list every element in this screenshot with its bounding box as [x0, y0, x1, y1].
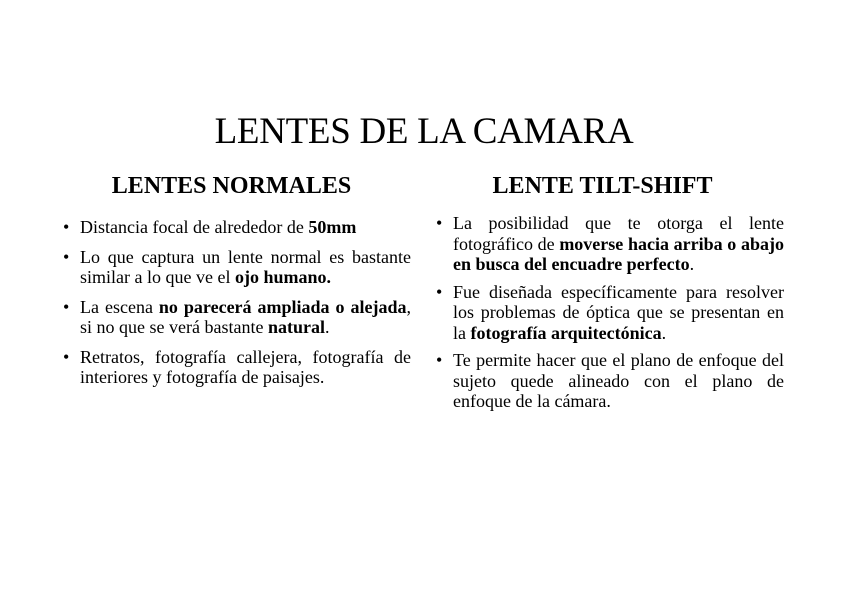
- bullet-text: .: [324, 317, 330, 337]
- bullet-dot-icon: •: [63, 246, 70, 267]
- bullet-item: [60, 347, 411, 388]
- bullet-dot-icon: •: [436, 350, 443, 370]
- bullet-text-bold: natural: [267, 317, 325, 337]
- bullet-dot-icon: •: [436, 213, 443, 233]
- bullet-text: Fue diseñada específicamente para resolver los problemas de óptica que se presentan en la: [453, 281, 784, 343]
- bullet-text: , si no que se verá bastante: [80, 296, 412, 337]
- bullet-text: Retratos, fotografía callejera, fotografía de interiores y fotografía de paisajes.: [80, 346, 411, 387]
- right-bullet-list: [433, 213, 784, 412]
- slide-title: LENTES DE LA CAMARA: [214, 111, 634, 152]
- bullet-item: [60, 247, 411, 288]
- bullet-item: [433, 282, 784, 344]
- bullet-text-bold: 50mm: [308, 217, 357, 237]
- bullet-text: La escena: [80, 296, 159, 317]
- bullet-text: .: [689, 254, 695, 274]
- bullet-item: [60, 217, 411, 238]
- bullet-item: [60, 297, 411, 338]
- left-bullet-list: [60, 217, 411, 388]
- bullet-text-bold: fotografía arquitectónica: [470, 322, 662, 343]
- bullet-item: [433, 350, 784, 412]
- bullet-text: Lo que captura un lente normal es bastante similar a lo que ve el: [80, 246, 411, 287]
- left-column: [60, 170, 411, 397]
- bullet-dot-icon: •: [436, 281, 443, 302]
- bullet-text: Te permite hacer que el plano de enfoque del sujeto quede alineado con el plano de enfoque de la cámara.: [453, 350, 784, 411]
- bullet-text-bold: ojo humano.: [234, 267, 331, 287]
- bullet-text: .: [661, 322, 667, 343]
- right-column-heading: LENTE TILT-SHIFT: [492, 173, 713, 199]
- bullet-text: Distancia focal de alrededor de: [80, 217, 309, 237]
- bullet-dot-icon: •: [63, 346, 70, 367]
- bullet-dot-icon: •: [63, 296, 70, 317]
- bullet-text-bold: moverse hacia arriba o abajo en busca del encuadre perfecto: [453, 233, 784, 274]
- left-column-heading: LENTES NORMALES: [111, 173, 352, 199]
- bullet-text: La posibilidad que te otorga el lente fotográfico de: [453, 213, 784, 254]
- right-column: [433, 170, 784, 419]
- bullet-item: [433, 213, 784, 275]
- bullet-text-bold: no parecerá ampliada o alejada: [158, 296, 407, 317]
- bullet-dot-icon: •: [63, 217, 70, 237]
